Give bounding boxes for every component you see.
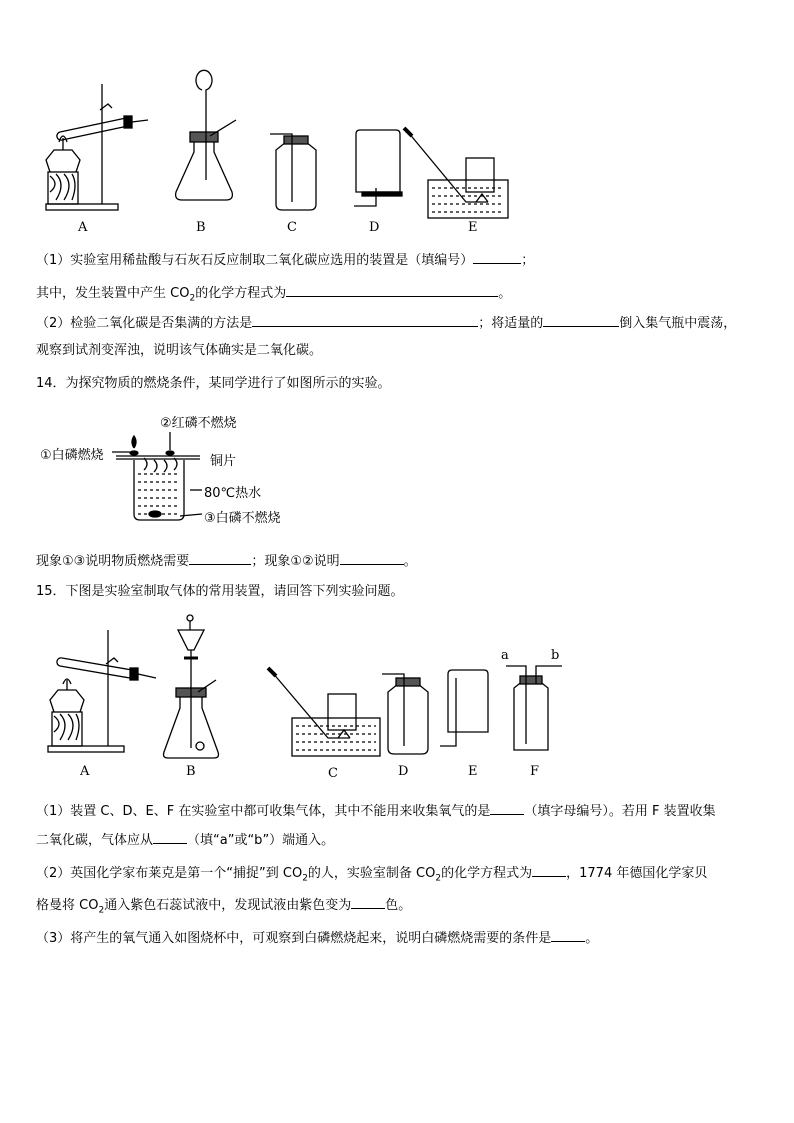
label-copper-plate: 铜片 xyxy=(210,454,237,469)
q13-reagent-blank[interactable] xyxy=(543,313,619,327)
label-white-phosphorus-burning: ①白磷燃烧 xyxy=(40,448,104,463)
q15-part2-text: （2）英国化学家布莱克是第一个“捕捉”到 CO xyxy=(36,866,303,881)
q15-co2-subscript-3: 2 xyxy=(98,905,105,916)
q13-part1-line1 xyxy=(36,250,534,270)
q13-part2-text: （2）检验二氧化碳是否集满的方法是 xyxy=(36,316,253,331)
q15-part3-line xyxy=(36,928,598,948)
combustion-experiment-figure xyxy=(40,410,300,530)
q13-part1b-text: 其中，发生装置中产生 CO xyxy=(36,286,190,301)
q15-part1-line2 xyxy=(36,830,334,850)
q13-part2-mid: ；将适量的 xyxy=(478,316,544,331)
fig2-label-d: D xyxy=(398,764,409,779)
apparatus-figure-1-drawing xyxy=(36,80,536,220)
q13-part1b-tail: 的化学方程式为 xyxy=(195,286,287,301)
q15-stem-text: 15．下图是实验室制取气体的常用装置，请回答下列实验问题。 xyxy=(36,584,404,599)
fig1-label-c: C xyxy=(287,220,297,235)
q14-answer-end: 。 xyxy=(403,554,417,569)
q15-part2b-end: 色。 xyxy=(385,898,412,913)
q14-blank-1[interactable] xyxy=(189,551,251,565)
q15-part2b-text: 格曼将 CO xyxy=(36,898,99,913)
q13-part2-end: 倒入集气瓶中震荡， xyxy=(619,316,737,331)
q13-part1-line2 xyxy=(36,283,511,303)
q15-part2-mid2: 的化学方程式为 xyxy=(441,866,533,881)
q15-part2-line1 xyxy=(36,863,707,883)
q15-part1-line1 xyxy=(36,801,716,821)
q15-part1-end: （填字母编号）。若用 F 装置收集 xyxy=(524,804,716,819)
label-hot-water: 80℃热水 xyxy=(204,486,262,501)
fig1-label-d: D xyxy=(369,220,380,235)
q15-part2b-mid: 通入紫色石蕊试液中，发现试液由紫色变为 xyxy=(104,898,352,913)
q13-co2-subscript: 2 xyxy=(189,293,196,304)
fig2-label-c: C xyxy=(328,766,338,781)
q14-stem-text: 14．为探究物质的燃烧条件，某同学进行了如图所示的实验。 xyxy=(36,376,391,391)
q15-part2-end: ，1774 年德国化学家贝 xyxy=(566,866,708,881)
fig1-label-b: B xyxy=(196,220,206,235)
q15-co2-subscript-2: 2 xyxy=(435,873,442,884)
q13-part2b-text: 观察到试剂变浑浊，说明该气体确实是二氧化碳。 xyxy=(36,343,323,358)
apparatus-figure-1 xyxy=(36,80,536,235)
q15-part2-line2 xyxy=(36,895,411,915)
q14-answer-mid: ；现象①②说明 xyxy=(251,554,340,569)
q15-part1b-text: 二氧化碳，气体应从 xyxy=(36,833,154,848)
q15-part1b-end: （填“a”或“b”）端通入。 xyxy=(187,833,335,848)
q15-condition-blank[interactable] xyxy=(551,928,585,942)
q14-answer-text: 现象①③说明物质燃烧需要 xyxy=(36,554,190,569)
q15-co2-subscript-1: 2 xyxy=(302,873,308,884)
fig1-label-a: A xyxy=(78,220,88,235)
q15-part3-text: （3）将产生的氧气通入如图烧杯中，可观察到白磷燃烧起来，说明白磷燃烧需要的条件是 xyxy=(36,931,552,946)
q15-part2-mid: 的人，实验室制备 CO xyxy=(307,866,436,881)
q13-apparatus-blank[interactable] xyxy=(473,250,521,264)
q13-part1-text: （1）实验室用稀盐酸与石灰石反应制取二氧化碳应选用的装置是（填编号） xyxy=(36,253,474,268)
q13-part1b-end: 。 xyxy=(498,286,512,301)
q14-answer-line xyxy=(36,551,417,571)
fig2-port-b: b xyxy=(551,648,560,663)
q14-stem xyxy=(36,375,391,393)
q13-part2-line1 xyxy=(36,313,736,333)
q15-stem xyxy=(36,583,404,601)
fig1-label-e: E xyxy=(468,220,478,235)
q15-equation-blank[interactable] xyxy=(532,863,566,877)
q15-port-blank[interactable] xyxy=(153,830,187,844)
apparatus-figure-2 xyxy=(36,608,596,788)
fig2-label-a: A xyxy=(80,764,90,779)
q14-blank-2[interactable] xyxy=(340,551,404,565)
q13-equation-blank[interactable] xyxy=(286,283,498,297)
label-white-phosphorus-underwater: ③白磷不燃烧 xyxy=(204,511,281,526)
q15-part3-end: 。 xyxy=(585,931,599,946)
q15-part1-text: （1）装置 C、D、E、F 在实验室中都可收集气体，其中不能用来收集氧气的是 xyxy=(36,804,491,819)
fig2-label-b: B xyxy=(186,764,196,779)
label-red-phosphorus-not-burning: ②红磷不燃烧 xyxy=(160,416,237,431)
fig2-label-f: F xyxy=(530,764,540,779)
q15-color-blank[interactable] xyxy=(351,895,385,909)
q13-part2-line2 xyxy=(36,342,322,360)
fig2-label-e: E xyxy=(468,764,478,779)
q13-method-blank[interactable] xyxy=(252,313,478,327)
fig2-port-a: a xyxy=(501,648,509,663)
apparatus-figure-2-drawing xyxy=(36,608,596,773)
q15-oxygen-blank[interactable] xyxy=(490,801,524,815)
q13-part1-end: ； xyxy=(521,253,535,268)
